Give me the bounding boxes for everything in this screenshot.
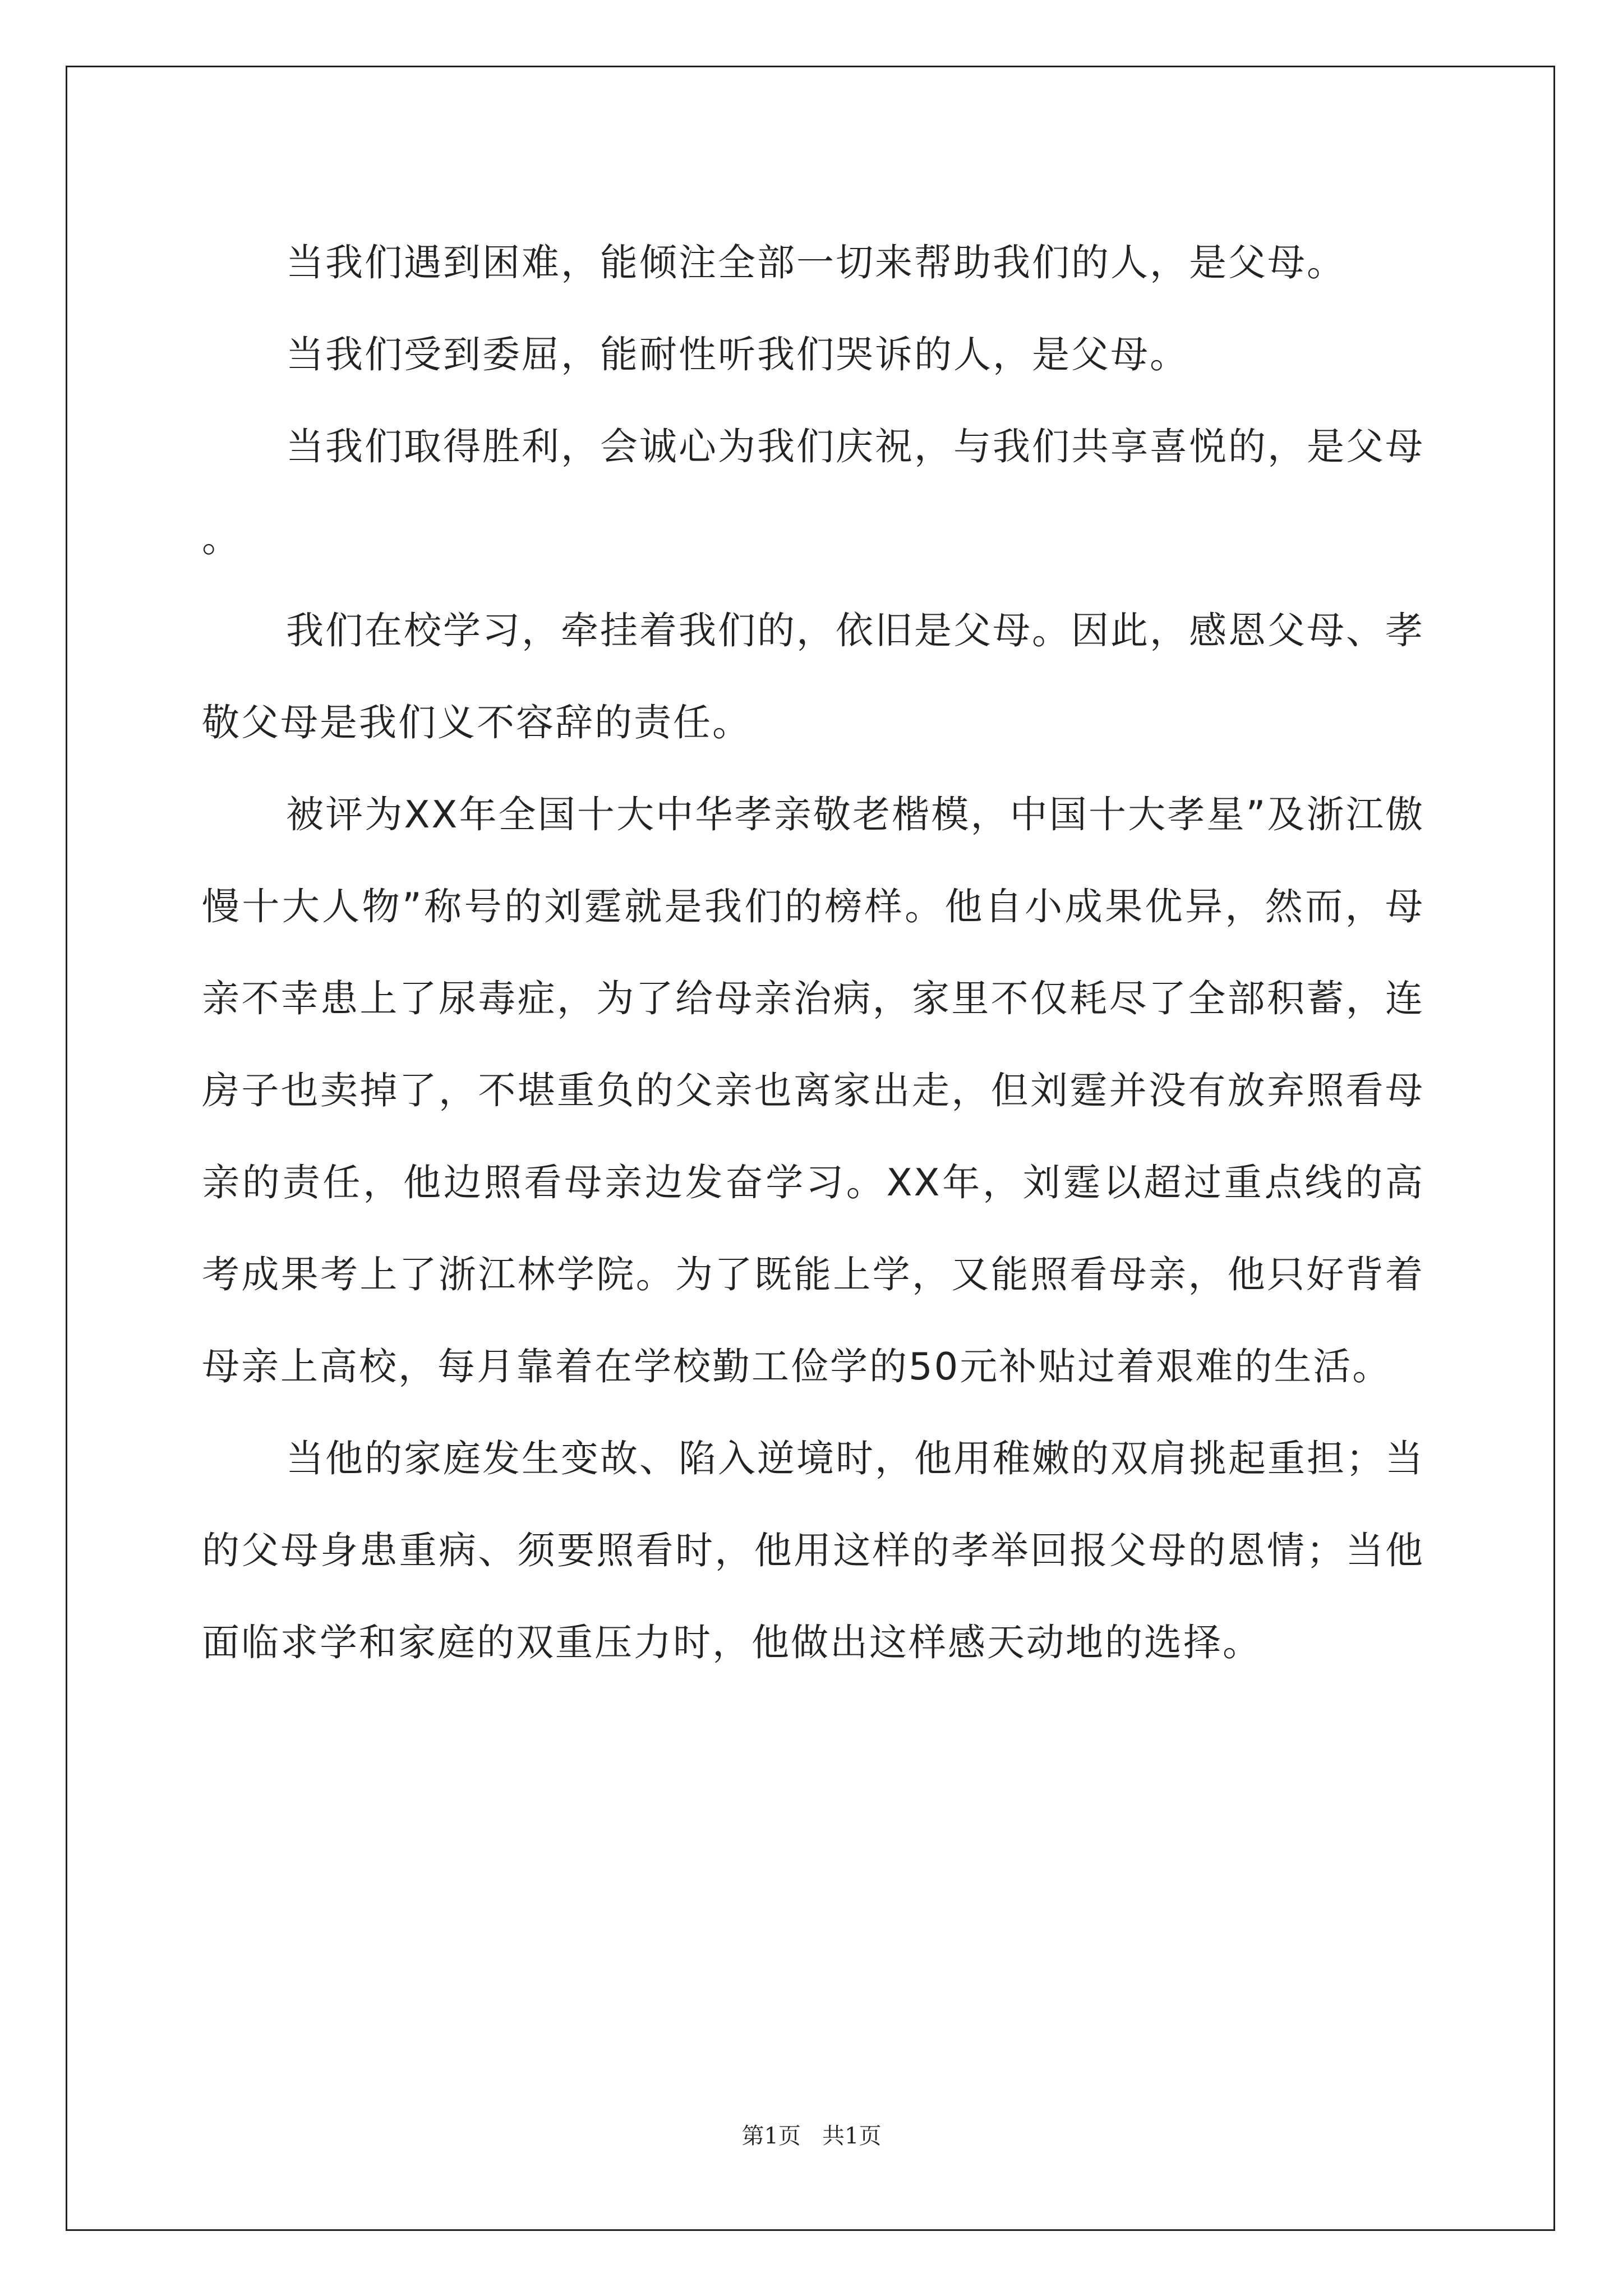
page-footer: 第1页 共1页 <box>741 2123 882 2149</box>
document-body <box>202 217 1424 1688</box>
paragraph: 被评为XX年全国十大中华孝亲敬老楷模，中国十大孝星”及浙江傲慢十大人物”称号的刘霆就是我们的榜样。他自小成果优异，然而，母亲不幸患上了尿毒症，为了给母亲治病，家里不仅耗尽了全部积蓄，连房子也卖掉了，不堪重负的父亲也离家出走，但刘霆并没有放弃照看母亲的责任，他边照看母亲边发奋学习。XX年，刘霆以超过重点线的高考成果考上了浙江林学院。为了既能上学，又能照看母亲，他只好背着母亲上高校，每月靠着在学校勤工俭学的50元补贴过着艰难的生活。 <box>202 793 1424 1388</box>
paragraph: 当我们受到委屈，能耐性听我们哭诉的人，是父母。 <box>286 333 1189 376</box>
paragraph: 我们在校学习，牵挂着我们的，依旧是父母。因此，感恩父母、孝敬父母是我们义不容辞的责任。 <box>202 609 1424 744</box>
paragraph: 当我们取得胜利，会诚心为我们庆祝，与我们共享喜悦的，是父母。 <box>202 425 1424 560</box>
paragraph: 当我们遇到困难，能倾注全部一切来帮助我们的人，是父母。 <box>286 241 1346 284</box>
paragraph: 当他的家庭发生变故、陷入逆境时，他用稚嫩的双肩挑起重担；当的父母身患重病、须要照看时，他用这样的孝举回报父母的恩情；当他面临求学和家庭的双重压力时，他做出这样感天动地的选择。 <box>202 1437 1424 1664</box>
